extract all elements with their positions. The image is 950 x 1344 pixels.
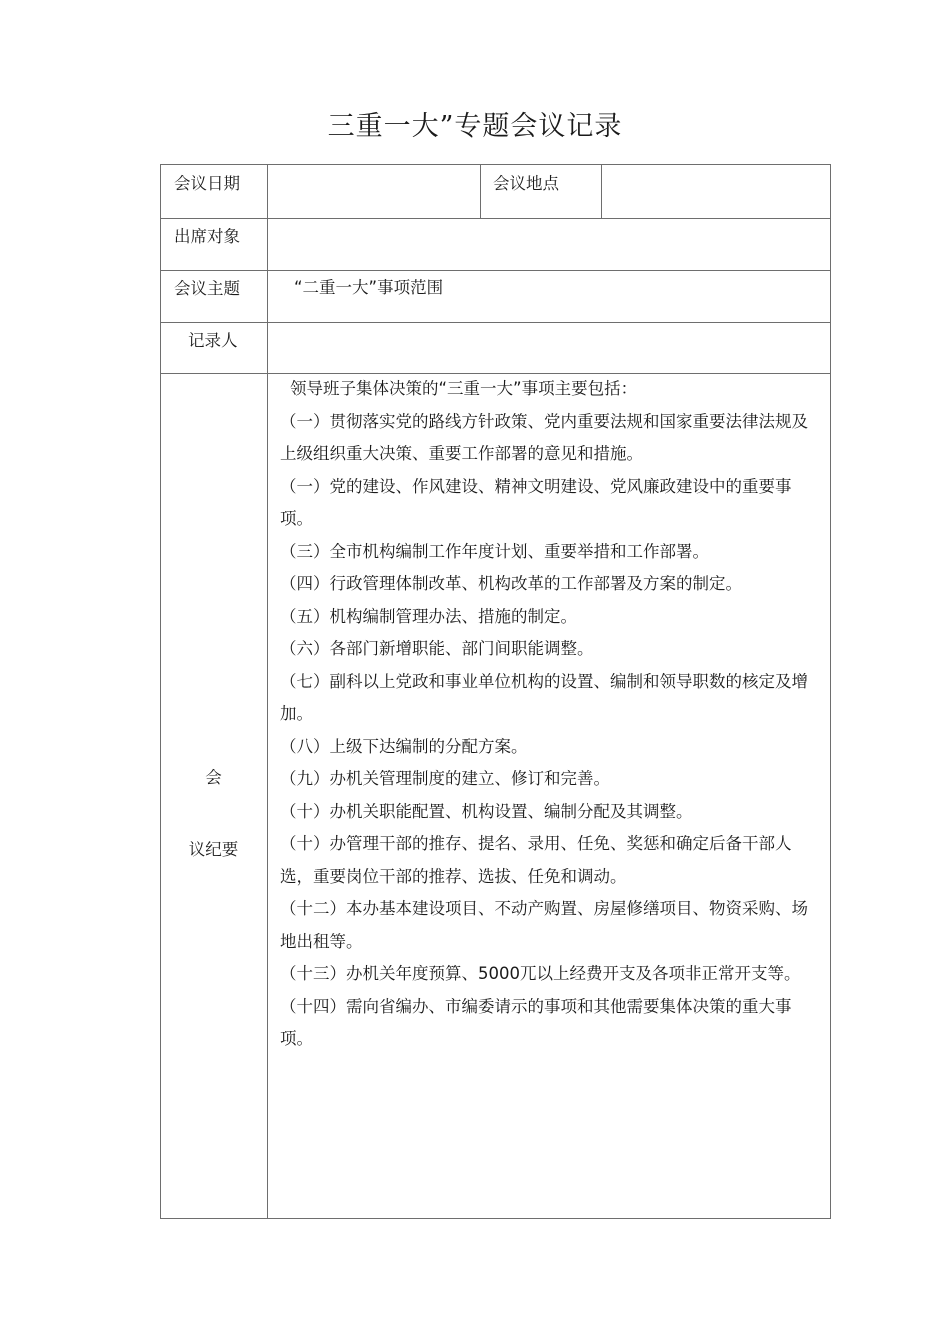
column-divider: [601, 164, 602, 218]
row-divider: [160, 270, 831, 271]
minutes-content: [280, 373, 820, 1056]
minutes-item: （三）全市机构编制工作年度计划、重要举措和工作部署。: [280, 541, 709, 561]
minutes-item: （四）行政管理体制改革、机构改革的工作部署及方案的制定。: [280, 574, 742, 593]
row-divider: [160, 218, 831, 219]
recorder-label: 记录人: [188, 331, 238, 350]
column-divider: [267, 164, 268, 1219]
minutes-item: （十）办管理干部的推存、提名、录用、任免、奖惩和确定后备干部人选，重要岗位干部的推荐、选拔、任免和调动。: [280, 834, 792, 886]
minutes-item: （十四）需向省编办、市编委请示的事项和其他需要集体决策的重大事项。: [280, 996, 792, 1048]
minutes-item: （十二）本办基本建设项目、不动产购置、房屋修缮项目、物资采购、场地出租等。: [280, 899, 808, 951]
attendees-label: 出席对象: [174, 227, 240, 246]
minutes-item: （八）上级下达编制的分配方案。: [280, 736, 528, 756]
table-border-bottom: [160, 1218, 831, 1219]
minutes-item: （十）办机关职能配置、机构设置、编制分配及其调整。: [280, 801, 693, 821]
minutes-label-bottom: 议纪要: [188, 840, 239, 859]
recorder-value[interactable]: [280, 330, 820, 352]
minutes-label-top: 会: [205, 768, 222, 787]
date-value[interactable]: [280, 173, 470, 195]
page-title: 三重一大”专题会议记录: [327, 111, 623, 142]
topic-label: 会议主题: [174, 279, 240, 298]
location-value[interactable]: [612, 173, 822, 195]
minutes-item: （五）机构编制管理办法、措施的制定。: [280, 606, 577, 626]
table-border-top: [160, 164, 831, 165]
minutes-item: （十三）办机关年度预算、5000兀以上经费开支及各项非正常开支等。: [280, 964, 801, 983]
topic-value: “二重一大”事项范围: [294, 278, 444, 297]
minutes-item: （九）办机关管理制度的建立、修订和完善。: [280, 769, 610, 788]
minutes-item: （七）副科以上党政和事业单位机构的设置、编制和领导职数的核定及增加。: [280, 671, 808, 723]
location-label: 会议地点: [493, 174, 559, 193]
minutes-item: （一）党的建设、作风建设、精神文明建设、党风廉政建设中的重要事项。: [280, 476, 792, 528]
minutes-item: （一）贯彻落实党的路线方针政策、党内重要法规和国家重要法律法规及上级组织重大决策、重要工作部署的意见和措施。: [280, 411, 808, 463]
attendees-value[interactable]: [280, 226, 820, 248]
row-divider: [160, 322, 831, 323]
meeting-record-table: [160, 164, 831, 1219]
date-label: 会议日期: [174, 174, 240, 193]
minutes-intro: 领导班子集体决策的“三重一大”事项主要包括：: [290, 379, 638, 398]
minutes-item: （六）各部门新增职能、部门间职能调整。: [280, 639, 594, 658]
column-divider: [480, 164, 481, 218]
